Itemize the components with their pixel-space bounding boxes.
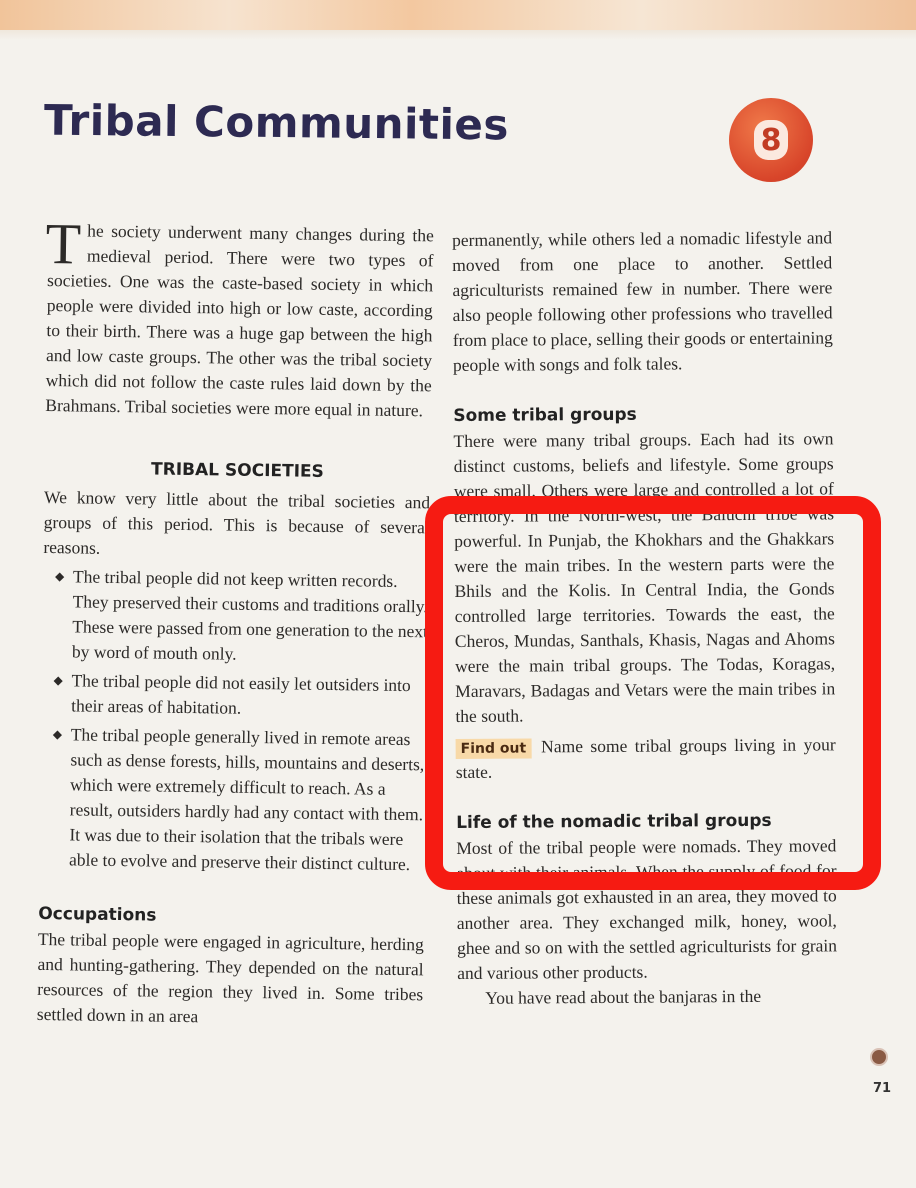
intro-paragraph	[45, 210, 434, 423]
chapter-number: 8	[754, 120, 788, 160]
page-top-decoration	[0, 0, 916, 34]
page-marker-dot	[870, 1048, 888, 1066]
continuation-paragraph: permanently, while others led a nomadic lifestyle and moved from one place to another. Settled agriculturists remained few in number. There were also people following other professions who travelled from place to place, selling their goods or entertaining people with songs and folk tales.	[452, 227, 833, 375]
reasons-list	[39, 564, 429, 877]
find-out-activity	[456, 732, 836, 785]
list-item: ◆ The tribal people generally lived in remote areas such as dense forests, hills, mountains and deserts, which were extremely difficult to reach. As a result, outsiders hardly had any contact with them. It was due to their isolation that the tribals were able to evolve and preserve their distinct culture.	[39, 722, 427, 877]
chapter-badge	[729, 98, 813, 182]
intro-text: he society underwent many changes during the medieval period. There were two types of societies. One was the caste-based society in which people were divided into high or low caste, according to their birth. There was a huge gap between the high and low caste groups. The other was the tribal society which did not follow the caste rules laid down by the Brahmans. Tribal societies were more equal in nature.	[45, 220, 434, 421]
tribal-societies-heading: TRIBAL SOCIETIES	[150, 459, 324, 482]
list-item: ◆ The tribal people did not keep written records. They preserved their customs and traditions orally. These were passed from one generation to the next by word of mouth only.	[42, 564, 429, 669]
tribal-societies-intro: We know very little about the tribal societies and groups of this period. This is because of several reasons.	[43, 486, 431, 558]
page-number: 71	[873, 1081, 892, 1096]
some-tribal-groups-heading: Some tribal groups	[453, 404, 637, 426]
tribal-groups-paragraph: There were many tribal groups. Each had its own distinct customs, beliefs and lifestyle. Some groups were small. Others were large and controlled a lot of territory. In the North-west, the Baluchi tribe was powerful. In Punjab, the Khokhars and the Ghakkars were the main tribes. In the western parts were the Bhils and the Kolis. In Central India, the Gonds controlled large territories. Towards the east, the Cheros, Mundas, Santhals, Khasis, Nagas and Ahoms were the main tribal groups. The Todas, Koragas, Maravars, Badagas and Vetars were the main tribes in the south.	[453, 428, 836, 726]
occupations-heading: Occupations	[38, 903, 157, 926]
nomadic-heading: Life of the nomadic tribal groups	[456, 810, 772, 833]
find-out-label: Find out	[456, 738, 532, 759]
nomadic-continuation: You have read about the banjaras in the	[485, 985, 762, 1008]
right-column	[452, 225, 837, 1011]
occupations-paragraph: The tribal people were engaged in agriculture, herding and hunting-gathering. They depended on the natural resources of the region they lived in. Some tribes settled down in an area	[36, 928, 425, 1027]
nomadic-paragraph: Most of the tribal people were nomads. They moved about with their animals. When the supply of food for these animals got exhausted in an area, they moved to another area. They exchanged milk, honey, wool, ghee and so on with the settled agriculturists for grain and various other products.	[456, 835, 838, 983]
left-column	[36, 210, 434, 1032]
list-item: ◆ The tribal people did not easily let outsiders into their areas of habitation.	[41, 668, 428, 723]
drop-cap: T	[45, 210, 82, 277]
find-out-text: Name some tribal groups living in your state.	[455, 734, 836, 782]
chapter-title: Tribal Communities	[43, 95, 510, 150]
